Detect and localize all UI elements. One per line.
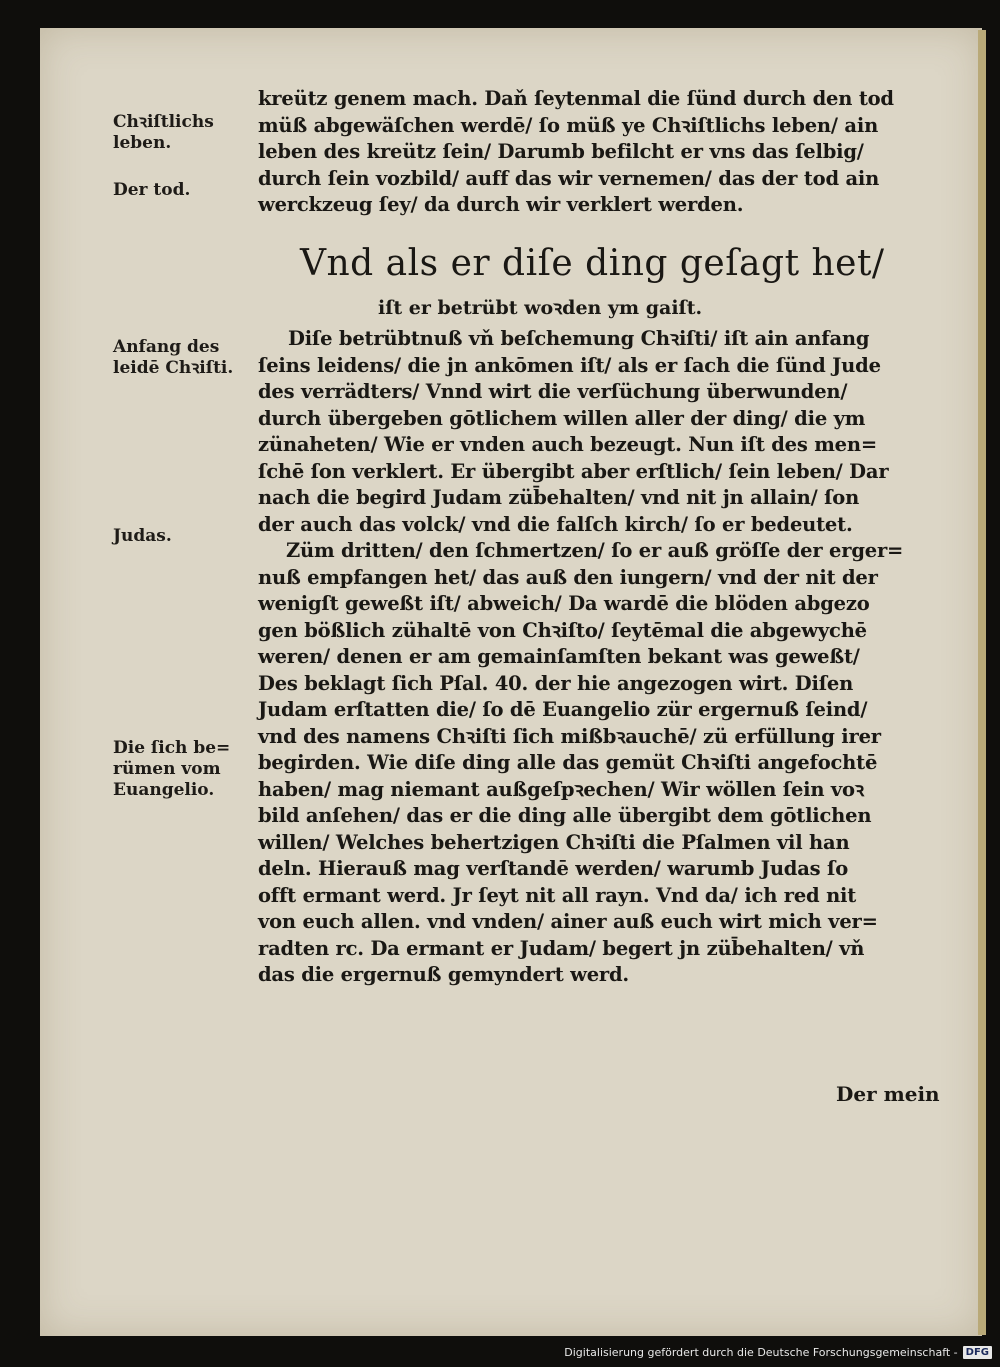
text-line: vnd des namens Chꝛiſti ſich mißbꝛauchē/ zü erfüllung irer <box>258 724 881 748</box>
marginal-note-anfang-des-leiden <box>113 337 263 379</box>
text-line: durch übergeben gōtlichem willen aller der ding/ die ym <box>258 406 866 430</box>
marginal-note-line: Judas. <box>113 526 172 546</box>
text-line: Züm dritten/ den ſchmertzen/ ſo er auß gröſſe der erger= <box>286 539 904 562</box>
text-line: offt ermant werd. Jr ſeyt nit all rayn. Vnd da/ ich red nit <box>258 883 857 907</box>
text-line: radten rc. Da ermant er Judam/ begert jn züb̄ehalten/ vň <box>258 936 865 960</box>
text-line: gen bößlich zühaltē von Chꝛiſto/ ſeytēmal die abgewychē <box>258 618 867 642</box>
marginal-note-die-sich-beruemen <box>113 738 263 801</box>
credit-text: Digitalisierung gefördert durch die Deutsche Forschungsgemeinschaft - <box>564 1346 958 1359</box>
marginal-note-line: Chꝛiſtlichs <box>113 112 214 132</box>
text-line: weren/ denen er am gemainſamſten bekant was geweßt/ <box>258 645 860 668</box>
text-line: der auch das volck/ vnd die falſch kirch/ ſo er bedeutet. <box>258 512 853 536</box>
dfg-logo: DFG <box>963 1346 992 1359</box>
page-edge <box>978 30 986 1335</box>
text-line: von euch allen. vnd vnden/ ainer auß euch wirt mich ver= <box>258 910 878 933</box>
text-line: Des beklagt ſich Pſal. 40. der hie angezogen wirt. Diſen <box>258 671 854 695</box>
marginal-note-der-tod <box>113 180 263 201</box>
text-line: begirden. Wie diſe ding alle das gemüt Chꝛiſti angefochtē <box>258 751 878 774</box>
text-line: deln. Hierauß mag verſtandē werden/ warumb Judas ſo <box>258 857 849 880</box>
body-text-block-2 <box>258 326 940 989</box>
text-line: durch ſein vozbild/ auff das wir vernemen/ das der tod ain <box>258 166 880 190</box>
marginal-note-line: leidē Chꝛiſti. <box>113 358 234 378</box>
text-line: Judam erſtatten die/ ſo dē Euangelio zür ergernuß ſeind/ <box>258 698 868 721</box>
marginal-note-line: leben. <box>113 133 172 153</box>
text-line: wenigſt geweßt iſt/ abweich/ Da wardē die blöden abgezo <box>258 592 870 615</box>
marginal-note-line: Anfang des <box>113 337 220 357</box>
text-line: Diſe betrübtnuß vň beſchemung Chꝛiſti/ iſt ain anfang <box>288 327 870 350</box>
catchword: Der mein <box>836 1082 940 1106</box>
section-heading: Vnd als er diſe ding geſagt het/ <box>300 243 885 284</box>
marginal-note-judas <box>113 526 263 547</box>
text-line: leben des kreütz ſein/ Darumb befilcht er vns das ſelbig/ <box>258 140 864 163</box>
marginal-note-line: Die ſich be= <box>113 738 231 758</box>
text-line: nach die begird Judam züb̄ehalten/ vnd nit jn allain/ ſon <box>258 486 860 509</box>
text-line: müß abgewäſchen werdē/ ſo müß ye Chꝛiſtlichs leben/ ain <box>258 113 879 137</box>
marginal-note-line: Euangelio. <box>113 780 215 800</box>
marginal-note-line: rümen vom <box>113 759 221 779</box>
text-line: willen/ Welches behertzigen Chꝛiſti die Pſalmen vil han <box>258 830 850 854</box>
digitization-credit <box>564 1346 992 1359</box>
text-line: nuß empfangen het/ das auß den iungern/ vnd der nit der <box>258 565 878 589</box>
section-subheading: iſt er betrübt woꝛden ym gaiſt. <box>378 297 703 319</box>
text-line: zünaheten/ Wie er vnden auch bezeugt. Nun iſt des men= <box>258 433 877 456</box>
text-line: kreütz genem mach. Daň ſeytenmal die ſünd durch den tod <box>258 87 894 110</box>
text-line: des verrädters/ Vnnd wirt die verſüchung überwunden/ <box>258 380 848 403</box>
text-line: werckzeug ſey/ da durch wir verklert werden. <box>258 193 744 216</box>
text-line: bild anſehen/ das er die ding alle übergibt dem gōtlichen <box>258 804 872 827</box>
text-line: ſchē ſon verklert. Er übergibt aber erſtlich/ ſein leben/ Dar <box>258 459 889 483</box>
text-line: ſeins leidens/ die jn ankōmen iſt/ als er ſach die ſünd Jude <box>258 353 881 377</box>
marginal-note-line: Der tod. <box>113 180 191 200</box>
text-line: das die ergernuß gemyndert werd. <box>258 963 630 986</box>
text-line: haben/ mag niemant außgeſpꝛechen/ Wir wöllen ſein voꝛ <box>258 777 864 801</box>
marginal-note-christlichs-leben <box>113 112 263 154</box>
body-text-block-1 <box>258 86 940 219</box>
